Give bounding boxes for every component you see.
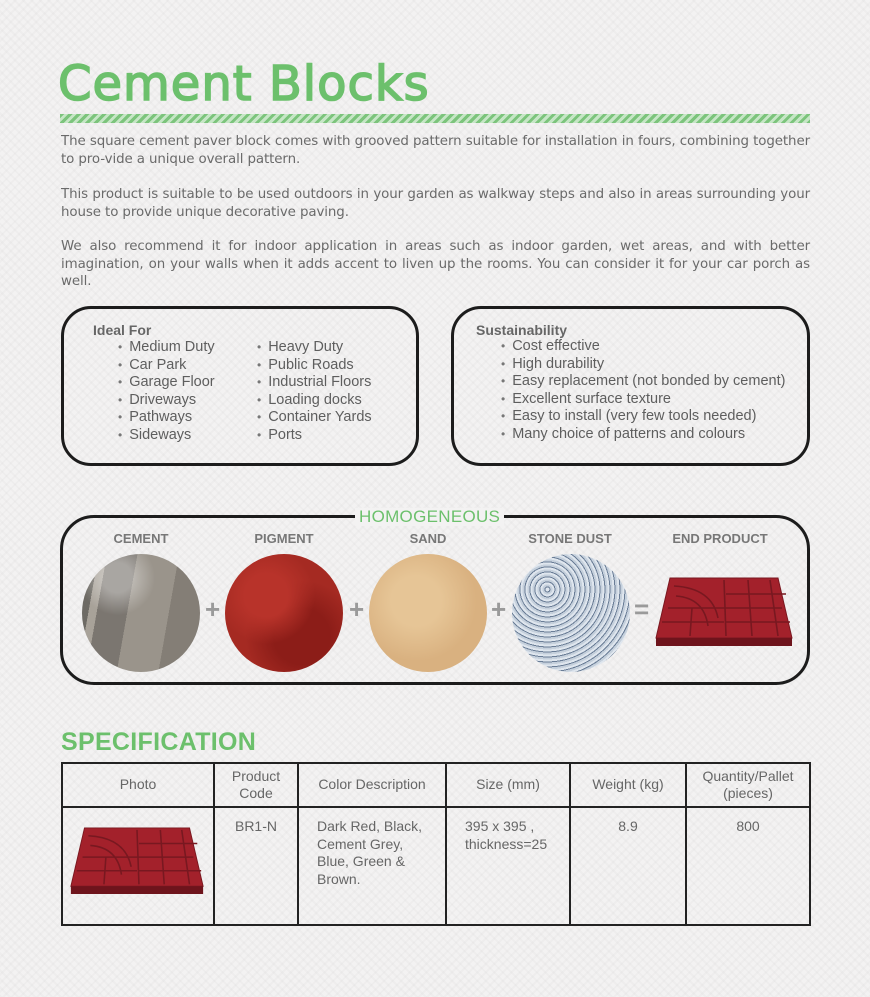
ideal-for-list-left (118, 339, 215, 444)
intro-paragraph-3: We also recommend it for indoor application in areas such as indoor garden, wet areas, and with better imagination, on your walls when it adds accent to liven up the rooms. You can consider it for your car porch as well. (61, 239, 810, 289)
page-title: Cement Blocks (58, 56, 430, 112)
plus-sign: + (205, 594, 221, 624)
list-item: • Industrial Floors (257, 374, 372, 392)
product-photo-paver-image (66, 826, 208, 896)
list-item: • Ports (257, 427, 372, 445)
weight-cell: 8.9 (570, 807, 686, 925)
sustainability-box (451, 306, 810, 466)
product-code-cell: BR1-N (214, 807, 298, 925)
homogeneous-label: HOMOGENEOUS (355, 508, 504, 526)
plus-sign: + (491, 594, 507, 624)
end-product-label: END PRODUCT (672, 531, 768, 546)
title-divider (60, 114, 810, 123)
column-header-color-description: Color Description (298, 763, 446, 807)
ideal-for-title: Ideal For (93, 322, 152, 338)
list-item: • Car Park (118, 357, 215, 375)
pigment-image (225, 554, 343, 672)
ideal-for-list-right (257, 339, 372, 444)
column-header-product-code: Product Code (214, 763, 298, 807)
list-item: • Many choice of patterns and colours (501, 426, 785, 444)
ideal-for-box (61, 306, 419, 466)
cement-image (82, 554, 200, 672)
list-item: • Heavy Duty (257, 339, 372, 357)
pigment-label: PIGMENT (254, 531, 314, 546)
end-product-paver-image (652, 576, 796, 648)
color-description-cell: Dark Red, Black, Cement Grey, Blue, Green & Brown. (298, 807, 446, 925)
size-cell: 395 x 395 , thickness=25 (446, 807, 570, 925)
list-item: • Pathways (118, 409, 215, 427)
column-header-weight: Weight (kg) (570, 763, 686, 807)
table-header-row (62, 763, 810, 807)
list-item: • Sideways (118, 427, 215, 445)
plus-sign: + (349, 594, 365, 624)
list-item: • Driveways (118, 392, 215, 410)
list-item: • High durability (501, 356, 785, 374)
intro-paragraph-2: This product is suitable to be used outdoors in your garden as walkway steps and also in areas surrounding your house to provide unique decorative paving. (61, 187, 810, 220)
quantity-cell: 800 (686, 807, 810, 925)
column-header-photo: Photo (62, 763, 214, 807)
list-item: • Garage Floor (118, 374, 215, 392)
column-header-quantity: Quantity/Pallet (pieces) (686, 763, 810, 807)
specification-title: SPECIFICATION (61, 728, 257, 756)
sustainability-list (501, 338, 785, 443)
column-header-size: Size (mm) (446, 763, 570, 807)
list-item: • Easy replacement (not bonded by cement) (501, 373, 785, 391)
stone-dust-label: STONE DUST (528, 531, 612, 546)
equals-sign: = (634, 594, 650, 624)
sand-image (369, 554, 487, 672)
list-item: • Easy to install (very few tools needed) (501, 408, 785, 426)
intro-paragraph-1: The square cement paver block comes with grooved pattern suitable for installation in fours, combining together to pro-vide a unique overall pattern. (61, 134, 810, 167)
cement-label: CEMENT (113, 531, 169, 546)
list-item: • Excellent surface texture (501, 391, 785, 409)
list-item: • Medium Duty (118, 339, 215, 357)
list-item: • Cost effective (501, 338, 785, 356)
list-item: • Loading docks (257, 392, 372, 410)
stone-dust-image (512, 554, 630, 672)
sand-label: SAND (409, 531, 447, 546)
sustainability-title: Sustainability (476, 322, 568, 338)
list-item: • Container Yards (257, 409, 372, 427)
list-item: • Public Roads (257, 357, 372, 375)
